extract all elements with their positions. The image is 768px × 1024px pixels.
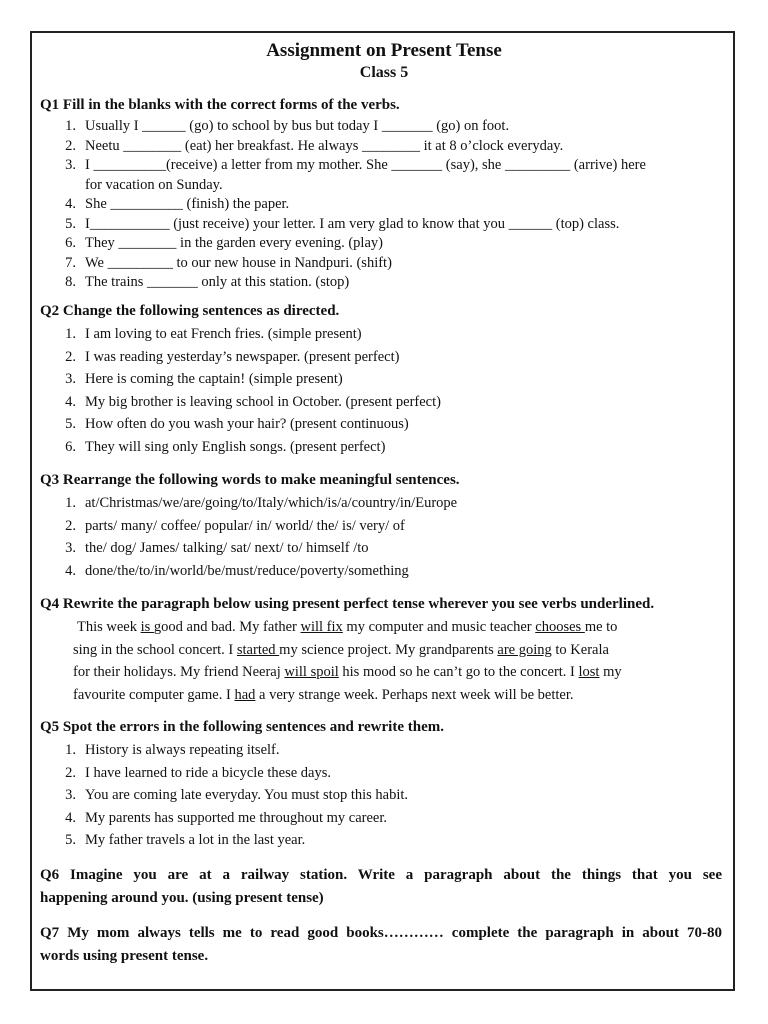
q5-list xyxy=(0,739,408,852)
list-item: 4. My big brother is leaving school in October. (present perfect) xyxy=(65,393,441,410)
q1-heading: Q1 Fill in the blanks with the correct forms of the verbs. xyxy=(40,97,400,113)
list-item: 8. The trains _______ only at this station. (stop) xyxy=(65,274,350,290)
q2-heading: Q2 Change the following sentences as directed. xyxy=(40,303,340,319)
list-item-continuation: for vacation on Sunday. xyxy=(85,176,223,193)
list-item: 2. parts/ many/ coffee/ popular/ in/ world/ the/ is/ very/ of xyxy=(65,517,405,534)
list-item: 2. I have learned to ride a bicycle these days. xyxy=(65,764,331,781)
list-item: 6. They ________ in the garden every evening. (play) xyxy=(65,235,383,251)
q1-list xyxy=(0,117,646,293)
list-item: 7. We _________ to our new house in Nandpuri. (shift) xyxy=(65,254,392,271)
list-item: 5. I___________ (just receive) your letter. I am very glad to know that you ______ (top) class. xyxy=(65,215,620,232)
q5-heading: Q5 Spot the errors in the following sentences and rewrite them. xyxy=(40,719,444,735)
q6-prompt xyxy=(40,864,722,909)
q6-line: happening around you. (using present tense) xyxy=(40,889,324,906)
list-item: 4. done/the/to/in/world/be/must/reduce/poverty/something xyxy=(65,562,409,579)
list-item: 6. They will sing only English songs. (present perfect) xyxy=(65,438,386,455)
list-item: 3. I __________(receive) a letter from my mother. She _______ (say), she _________ (arrive) here xyxy=(65,157,646,173)
q7-line: words using present tense. xyxy=(40,947,209,964)
list-item: 3. the/ dog/ James/ talking/ sat/ next/ to/ himself /to xyxy=(65,540,369,556)
q3-list xyxy=(0,492,457,582)
list-item: 1. at/Christmas/we/are/going/to/Italy/which/is/a/country/in/Europe xyxy=(65,495,458,511)
list-item: 5. My father travels a lot in the last year. xyxy=(65,832,306,848)
list-item: 1. History is always repeating itself. xyxy=(65,742,280,758)
paragraph-line: for their holidays. My friend Neeraj will spoil his mood so he can’t go to the concert. I lost my xyxy=(73,664,622,680)
list-item: 2. Neetu ________ (eat) her breakfast. He always ________ it at 8 o’clock everyday. xyxy=(65,137,564,154)
list-item: 3. Here is coming the captain! (simple present) xyxy=(65,371,343,387)
paragraph-line: This week is good and bad. My father will fix my computer and music teacher chooses me to xyxy=(77,619,618,635)
list-item: 5. How often do you wash your hair? (present continuous) xyxy=(65,416,409,432)
list-item: 4. She __________ (finish) the paper. xyxy=(65,196,290,212)
list-item: 1. I am loving to eat French fries. (simple present) xyxy=(65,326,362,342)
paragraph-line: sing in the school concert. I started my science project. My grandparents are going to Kerala xyxy=(73,641,609,658)
q4-paragraph xyxy=(73,616,713,706)
q7-prompt xyxy=(40,922,722,967)
paragraph-line: favourite computer game. I had a very strange week. Perhaps next week will be better. xyxy=(73,686,574,703)
list-item: 2. I was reading yesterday’s newspaper. (present perfect) xyxy=(65,348,400,365)
q3-heading: Q3 Rearrange the following words to make meaningful sentences. xyxy=(40,472,460,488)
list-item: 4. My parents has supported me throughout my career. xyxy=(65,809,388,826)
list-item: 1. Usually I ______ (go) to school by bus but today I _______ (go) on foot. xyxy=(65,118,510,134)
page-subtitle: Class 5 xyxy=(359,64,409,81)
q6-line: Q6 Imagine you are at a railway station. Write a paragraph about the things that you see xyxy=(40,867,722,883)
q4-heading: Q4 Rewrite the paragraph below using present perfect tense wherever you see verbs underlined. xyxy=(40,596,655,612)
q2-list xyxy=(0,323,441,458)
page-title: Assignment on Present Tense xyxy=(266,40,502,61)
q7-line: Q7 My mom always tells me to read good books………… complete the paragraph in about 70-80 xyxy=(40,925,722,941)
list-item: 3. You are coming late everyday. You must stop this habit. xyxy=(65,787,409,803)
